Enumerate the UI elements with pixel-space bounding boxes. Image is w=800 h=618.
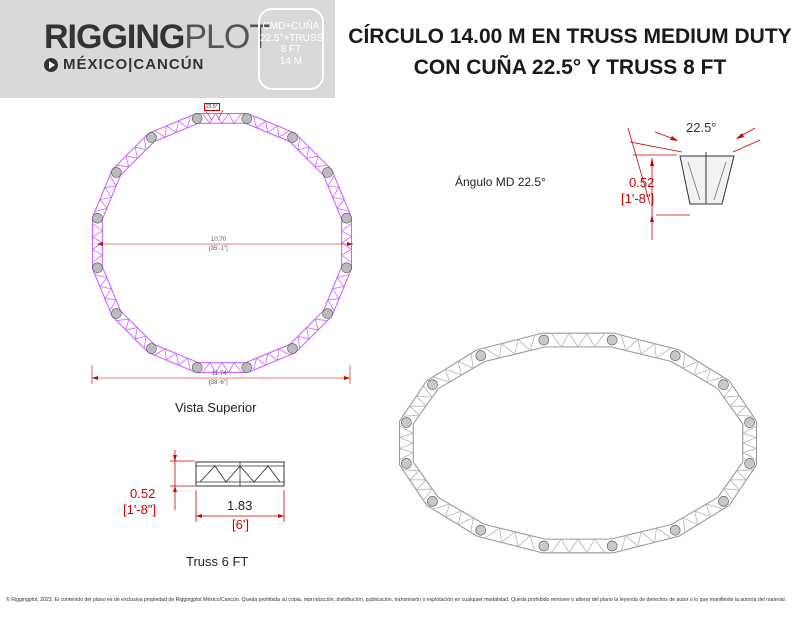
- truss-web: [724, 386, 753, 417]
- truss-outer-chord: [399, 465, 426, 505]
- truss-corner-block: [539, 335, 549, 345]
- logo-name-bold: RIGGING: [44, 18, 185, 56]
- truss-length-label: 1.83: [227, 498, 253, 513]
- outer-dimension-label: 11.74: [212, 371, 227, 377]
- copyright-footer: © Riggingplot, 2023. El contenido del plano es de exclusiva propiedad de Riggingplot México/Cancún. Queda prohibida su copia, reproducción, distribución, publicación, transmisión o explotación en cualquier modalidad. Queda prohibido remover o alterar del plano la leyenda de derechos de autor o lo que manifieste la autoría del material.: [6, 597, 787, 603]
- inner-dimension-label-ft: [35'-1"]: [209, 246, 228, 252]
- truss-web: [551, 333, 605, 347]
- angle-leader-line: [218, 110, 223, 120]
- wedge-height-label-ft: [1'-8"]: [621, 191, 655, 206]
- truss-corner-block: [146, 132, 156, 142]
- truss-corner-block: [342, 263, 352, 273]
- badge-line: 22.5°+TRUSS: [260, 32, 324, 44]
- truss-caption: Truss 6 FT: [186, 554, 249, 569]
- arrow-right-icon: [278, 514, 284, 518]
- wedge-caption: Ángulo MD 22.5°: [455, 175, 546, 189]
- truss-corner-block: [288, 132, 298, 142]
- outer-dimension-label-ft: [38'-6"]: [209, 380, 228, 386]
- truss-web: [724, 470, 753, 501]
- angle-tag: 22.5°: [206, 104, 218, 110]
- badge-line: CMD+CUÑA: [262, 21, 320, 32]
- arrow-left-icon: [92, 376, 98, 380]
- truss-corner-block: [323, 167, 333, 177]
- wedge-extension-line: [630, 142, 682, 152]
- truss-corner-block: [342, 213, 352, 223]
- truss-corner-block: [192, 363, 202, 373]
- arrow-right-icon: [347, 242, 353, 246]
- truss-corner-block: [111, 167, 121, 177]
- truss-web: [485, 335, 535, 358]
- truss-corner-block: [427, 496, 437, 506]
- arrow-right-icon: [344, 376, 350, 380]
- truss-length-label-ft: [6']: [232, 517, 249, 532]
- truss-web: [743, 426, 757, 459]
- logo-name-light: PLOT: [184, 18, 270, 56]
- truss-corner-block: [719, 496, 729, 506]
- truss-outer-chord: [399, 381, 426, 421]
- truss-corner-block: [401, 418, 411, 428]
- truss-height-label-ft: [1'-8"]: [123, 502, 157, 517]
- truss-corner-block: [670, 351, 680, 361]
- truss-corner-block: [401, 458, 411, 468]
- truss-outer-chord: [295, 133, 331, 169]
- truss-corner-block: [92, 263, 102, 273]
- render-3d-truss-ring: [399, 333, 756, 553]
- truss-corner-block: [476, 351, 486, 361]
- top-view-caption: Vista Superior: [175, 400, 257, 415]
- truss-web: [117, 319, 146, 348]
- page-title-line1: CÍRCULO 14.00 M EN TRUSS MEDIUM DUTY: [348, 25, 792, 48]
- truss-corner-block: [607, 541, 617, 551]
- truss-corner-block: [146, 344, 156, 354]
- truss-corner-block: [745, 418, 755, 428]
- truss-corner-block: [192, 113, 202, 123]
- truss-corner-block: [427, 380, 437, 390]
- top-view-truss-ring: [92, 113, 351, 372]
- truss-corner-block: [539, 541, 549, 551]
- truss-outer-chord: [112, 133, 148, 169]
- truss-corner-block: [288, 344, 298, 354]
- truss-web: [117, 138, 146, 167]
- arrow-down-icon: [173, 455, 177, 461]
- truss-outer-chord: [427, 505, 477, 536]
- page-title-line2: CON CUÑA 22.5° Y TRUSS 8 FT: [413, 56, 727, 79]
- truss-corner-block: [323, 309, 333, 319]
- truss-outer-chord: [729, 465, 756, 505]
- truss-outer-chord: [427, 350, 477, 381]
- truss-web: [433, 504, 474, 532]
- truss-web: [433, 354, 474, 382]
- arrow-left-icon: [97, 242, 103, 246]
- truss-web: [485, 528, 535, 551]
- arrow-up-icon: [650, 215, 654, 222]
- truss-web: [683, 354, 724, 382]
- truss-corner-block: [719, 380, 729, 390]
- wedge-angle-label: 22.5°: [686, 120, 717, 135]
- truss-outer-chord: [112, 316, 148, 352]
- arrow-left-icon: [196, 514, 202, 518]
- truss-outer-chord: [679, 350, 729, 381]
- truss-outer-chord: [729, 381, 756, 421]
- truss-web: [551, 539, 605, 553]
- truss-corner-block: [745, 458, 755, 468]
- truss-corner-block: [242, 363, 252, 373]
- truss-web: [621, 528, 671, 551]
- truss-web: [298, 138, 327, 167]
- truss-height-label: 0.52: [130, 486, 156, 501]
- wedge-height-label: 0.52: [629, 175, 655, 190]
- truss-web: [403, 386, 432, 417]
- arrow-left-icon: [736, 133, 744, 139]
- truss-corner-block: [670, 525, 680, 535]
- truss-outer-chord: [679, 505, 729, 536]
- badge-line: 14 M: [279, 55, 303, 67]
- truss-web: [621, 335, 671, 358]
- truss-outer-chord: [295, 316, 331, 352]
- truss-corner-block: [92, 213, 102, 223]
- inner-dimension-label: 10.70: [211, 237, 227, 243]
- arrow-up-icon: [650, 158, 654, 166]
- arrow-right-icon: [670, 136, 678, 141]
- logo-location: MÉXICO|CANCÚN: [63, 56, 205, 73]
- truss-corner-block: [476, 525, 486, 535]
- arrow-up-icon: [173, 486, 177, 492]
- truss-corner-block: [242, 113, 252, 123]
- truss-web: [683, 504, 724, 532]
- wedge-extension-line: [733, 140, 760, 152]
- truss-web: [399, 426, 413, 459]
- truss-web: [403, 470, 432, 501]
- truss-corner-block: [607, 335, 617, 345]
- truss-web: [298, 319, 327, 348]
- badge-line: 8 FT: [280, 44, 302, 55]
- truss-corner-block: [111, 309, 121, 319]
